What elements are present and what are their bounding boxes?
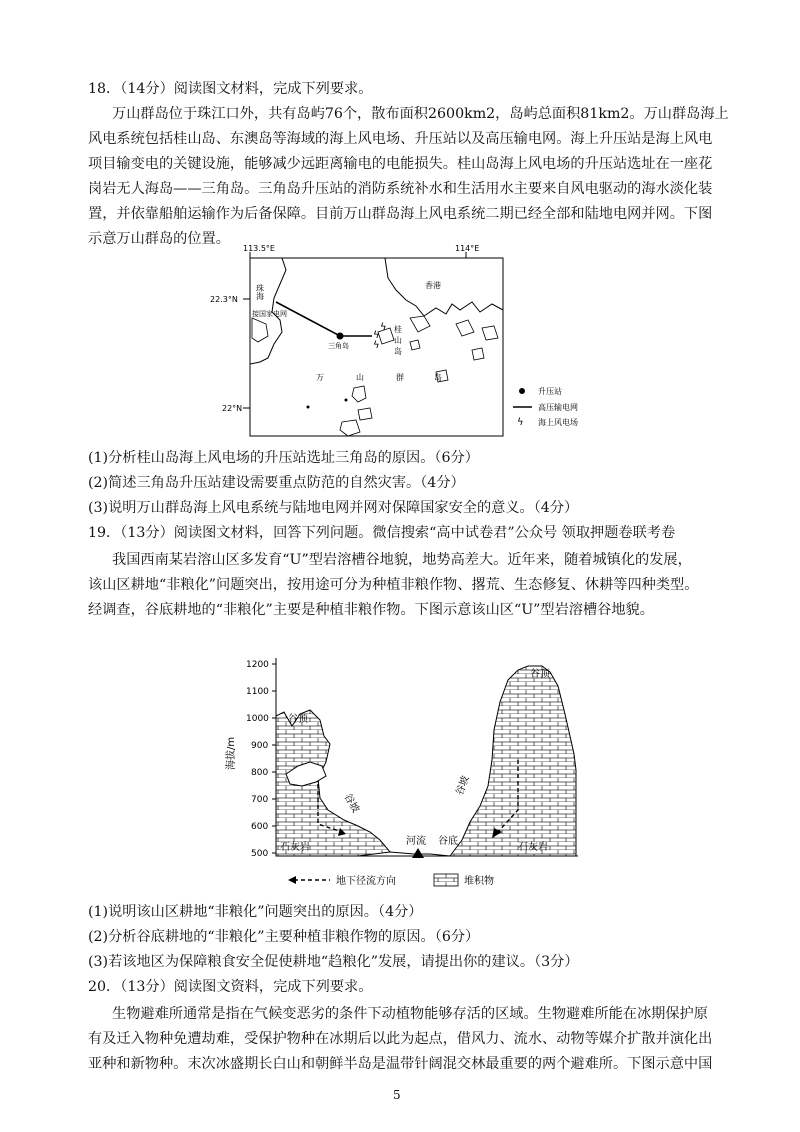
map-legend-transmission: 高压输电网: [538, 403, 578, 412]
y-tick: 600: [251, 822, 269, 832]
y-tick: 800: [251, 768, 269, 778]
map-label-wanshan: 万: [316, 373, 324, 382]
q18-header: 18．（14分）阅读图文材料，完成下列要求。: [88, 81, 373, 97]
map-lat-bottom: 22°N: [222, 404, 243, 413]
q19-question-2: (2)分析谷底耕地的“非粮化”主要种植非粮作物的原因。（6分）: [88, 929, 480, 945]
label-lime-left: 石灰岩: [280, 842, 310, 853]
map-lat-top: 22.3°N: [210, 295, 238, 304]
y-tick: 500: [251, 849, 269, 859]
q18-question-1: (1)分析桂山岛海上风电场的升压站选址三角岛的原因。（6分）: [88, 450, 479, 466]
map-label-wanshan: 山: [356, 373, 364, 382]
right-ridge: [450, 666, 576, 856]
wind-farm-icon: ϟ: [380, 322, 387, 333]
wind-farm-icon: ϟ: [517, 417, 524, 428]
q20-header: 20．（13分）阅读图文资料，完成下列要求。: [88, 979, 373, 995]
q18-para-line: 项目输变电的关键设施，能够减少远距离输电的电能损失。桂山岛海上风电场的升压站选址在一座花: [88, 156, 713, 172]
q18-question-3: (3)说明万山群岛海上风电系统与陆地电网并网对保障国家安全的意义。（4分）: [88, 500, 579, 516]
map-lon-left: 113.5°E: [243, 244, 275, 253]
y-tick: 1200: [246, 660, 269, 670]
map-legend-windfarm: 海上风电场: [538, 418, 578, 427]
y-tick: 1100: [246, 687, 269, 697]
q19-para-line: 该山区耕地“非粮化”问题突出，按用途可分为种植非粮作物、撂荒、生态修复、休耕等四种类型。: [88, 577, 699, 593]
label-slope-left: 谷坡: [341, 792, 361, 815]
substation-marker: [337, 333, 344, 340]
map-label-guishan: 岛: [394, 347, 402, 356]
q19-para-line: 经调查，谷底耕地的“非粮化”主要是种植非粮作物。下图示意该山区“U”型岩溶槽谷地貌。: [88, 602, 654, 618]
y-tick: 900: [251, 741, 269, 751]
label-peak-right: 谷顶: [530, 669, 550, 680]
wind-farm-icon: ϟ: [373, 330, 380, 341]
q20-para-line: 亚种和新物种。末次冰盛期长白山和朝鲜半岛是温带针阔混交林最重要的两个避难所。下图示意中国: [88, 1056, 713, 1072]
q19-question-1: (1)说明该山区耕地“非粮化”问题突出的原因。（4分）: [88, 904, 423, 920]
y-axis-label: 海拔/m: [226, 736, 237, 770]
river-marker: [412, 848, 424, 858]
q18-para-line: 示意万山群岛的位置。: [88, 231, 230, 247]
legend-underground-flow: 地下径流方向: [336, 876, 396, 887]
wind-farm-icon: ϟ: [373, 340, 380, 351]
wanshan-map: [210, 240, 600, 445]
label-lime-right: 石灰岩: [518, 842, 548, 853]
hongkong-landmass: [385, 258, 503, 316]
q18-para-line: 置，并依靠船舶运输作为后备保障。目前万山群岛海上风电系统二期已经全部和陆地电网并网。下图: [88, 206, 713, 222]
q20-para-line: 生物避难所通常是指在气候变恶劣的条件下动植物能够存活的区域。生物避难所能在冰期保护原: [112, 1006, 708, 1022]
y-tick: 1000: [246, 714, 269, 724]
map-lon-right: 114°E: [455, 244, 480, 253]
map-label-guishan: 桂: [394, 325, 402, 334]
page-number: 5: [393, 1088, 401, 1102]
q19-para-line: 我国西南某岩溶山区多发育“U”型岩溶槽谷地貌，地势高差大。近年来，随着城镇化的发展，: [112, 552, 692, 568]
map-label-guishan: 山: [394, 336, 402, 345]
label-peak-left: 谷顶: [288, 714, 308, 725]
map-label-zhuhai: 珠海: [255, 284, 265, 300]
hv-transmission-line: [276, 302, 372, 336]
map-label-sanjiao: 三角岛: [328, 342, 349, 350]
u-valley-profile: [218, 650, 618, 890]
label-valley: 谷底: [438, 836, 458, 847]
q18-para-line: 万山群岛位于珠江口外，共有岛屿76个，散布面积2600km2，岛屿总面积81km2。万山群岛海上: [112, 106, 729, 122]
q18-para-line: 风电系统包括桂山岛、东澳岛等海域的海上风电场、升压站以及高压输电网。海上升压站是海上风电: [88, 131, 713, 147]
legend-deposit: 堆积物: [464, 876, 494, 887]
map-label-grid: 接国家电网: [252, 310, 287, 318]
q18-question-2: (2)简述三角岛升压站建设需要重点防范的自然灾害。（4分）: [88, 475, 465, 491]
map-label-hongkong: 香港: [425, 281, 441, 290]
y-tick: 700: [251, 795, 269, 805]
q19-question-3: (3)若该地区为保障粮食安全促使耕地“趋粮化”发展，请提出你的建议。（3分）: [88, 954, 579, 970]
label-slope-right: 谷坡: [454, 774, 472, 798]
q20-para-line: 有及迁入物种免遭劫难，受保护物种在冰期后以此为起点，借风力、流水、动物等媒介扩散并演化出: [88, 1031, 713, 1047]
map-legend-substation: 升压站: [538, 387, 562, 396]
map-label-wanshan: 岛: [434, 373, 442, 382]
q19-header: 19．（13分）阅读图文材料，回答下列问题。微信搜索“高中试卷君”公众号 领取押题卷联考卷: [88, 525, 676, 541]
label-river: 河流: [406, 836, 426, 847]
q18-para-line: 岗岩无人海岛——三角岛。三角岛升压站的消防系统补水和生活用水主要来自风电驱动的海水淡化装: [88, 181, 713, 197]
map-label-wanshan: 群: [396, 373, 404, 382]
